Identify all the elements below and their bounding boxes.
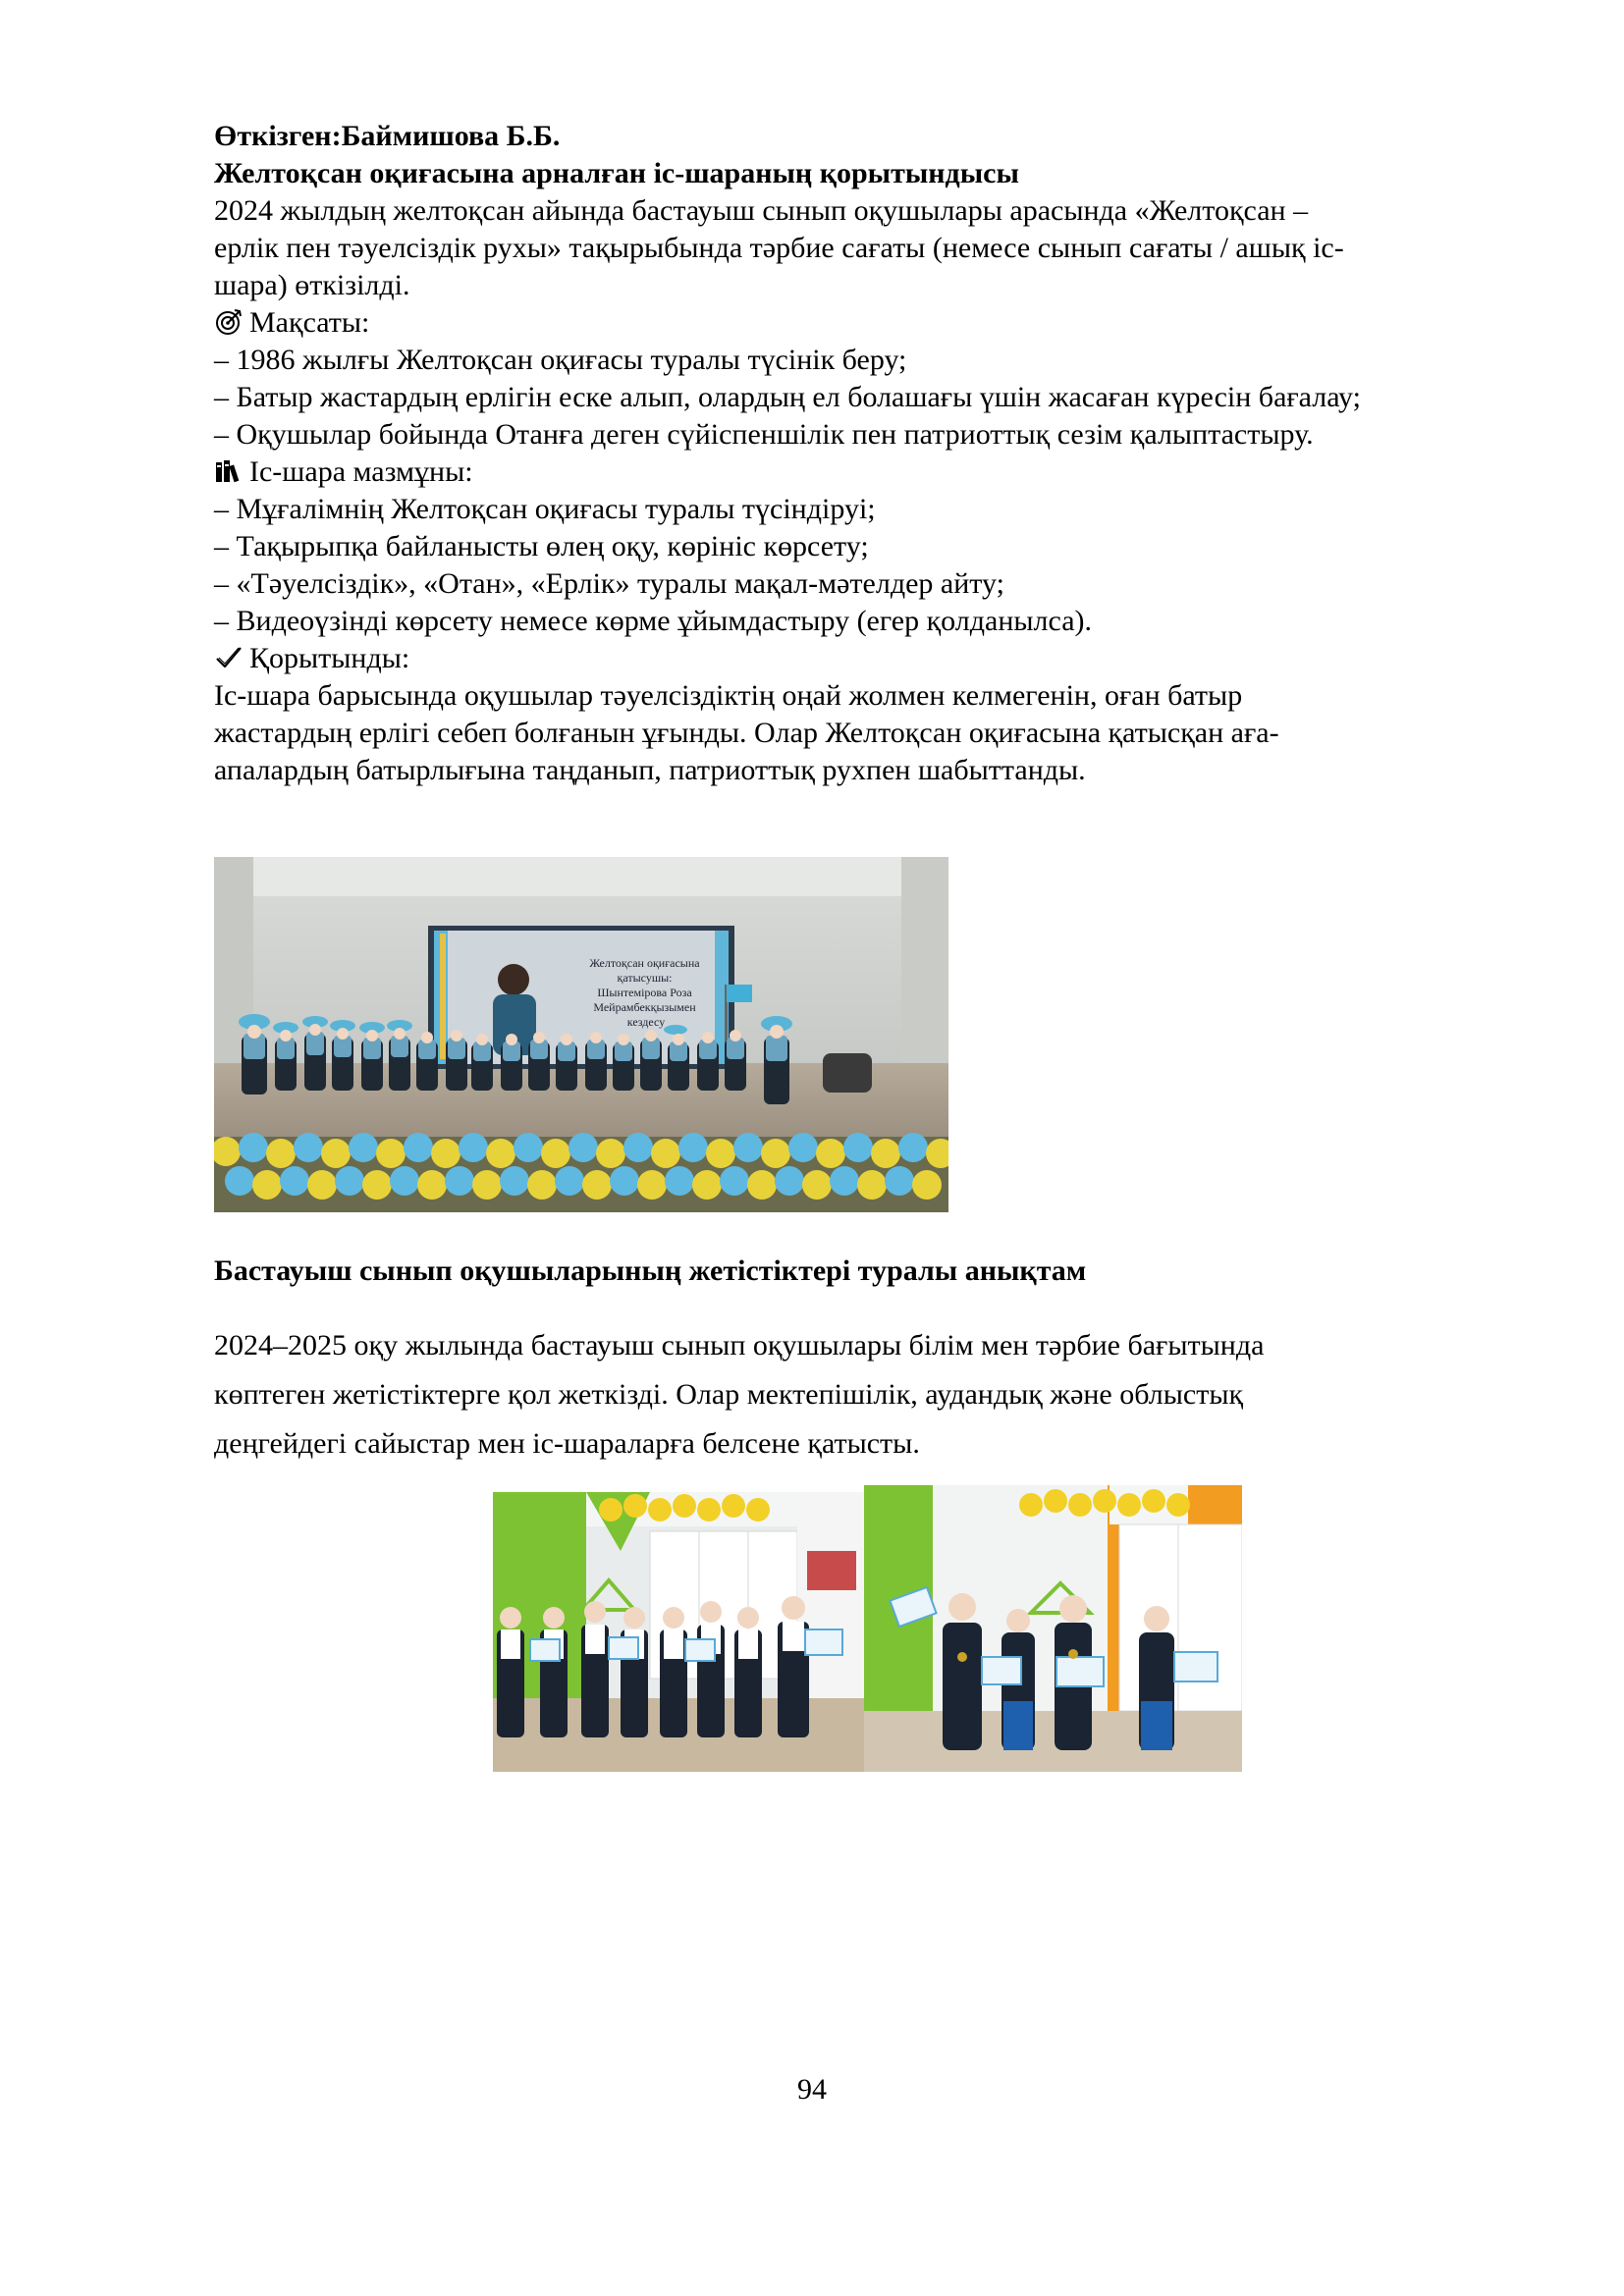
intro-line: шара) өткізілді. [214,269,410,301]
target-icon [214,307,244,337]
goals-section [214,304,1490,454]
books-icon [214,456,244,486]
content-item: – Видеоүзінді көрсету немесе көрме ұйымдастыру (егер қолданылса). [214,605,1092,637]
content-item: – Мұғалімнің Желтоқсан оқиғасы туралы түсіндіруі; [214,493,876,525]
intro-line: ерлік пен тәуелсіздік рухы» тақырыбында тәрбие сағаты (немесе сынып сағаты / ашық іс- [214,232,1344,264]
goal-item: – 1986 жылғы Желтоқсан оқиғасы туралы түсінік беру; [214,344,907,376]
content-section [214,454,1490,640]
screen-text-line: қатысушы: [617,971,673,985]
screen-text-line: Мейрамбекқызымен [593,1000,696,1014]
award-photo-girls [493,1492,866,1772]
achievements-paragraph [214,1321,1490,1468]
author-line: Өткізген:Баймишова Б.Б. [214,120,561,152]
goal-item: – Батыр жастардың ерлігін еске алып, олардың ел болашағы үшін жасаған күресін бағалау; [214,381,1361,413]
conclusion-line: Іс-шара барысында оқушылар тәуелсіздіктің оңай жолмен келмегенін, оған батыр [214,679,1243,712]
achievements-line: деңгейдегі сайыстар мен іс-шараларға белсене қатысты. [214,1427,920,1460]
content-heading-row [214,454,1490,491]
goals-heading: Мақсаты: [249,306,370,339]
stage-event-photo [214,857,948,1212]
intro-line: 2024 жылдың желтоқсан айында бастауыш сынып оқушылары арасында «Желтоқсан – [214,194,1309,227]
content-heading: Іс-шара мазмұны: [249,455,473,488]
goal-item: – Оқушылар бойында Отанға деген сүйіспеншілік пен патриоттық сезім қалыптастыру. [214,418,1314,451]
event-title: Желтоқсан оқиғасына арналған іс-шараның қорытындысы [214,157,1019,189]
achievements-line: көптеген жетістіктерге қол жеткізді. Олар мектепішілік, аудандық және облыстық [214,1378,1244,1411]
award-photo-boys [864,1485,1242,1772]
header [214,118,1490,192]
conclusion-line: жастардың ерлігі себеп болғанын ұғынды. Олар Желтоқсан оқиғасына қатысқан аға- [214,717,1279,749]
intro-paragraph [214,192,1490,304]
checkmark-icon [214,643,244,672]
conclusion-section [214,640,1490,789]
page-number: 94 [797,2073,827,2106]
conclusion-heading: Қорытынды: [249,642,410,674]
conclusion-line: апалардың батырлығына таңданып, патриоттық рухпен шабыттанды. [214,754,1086,786]
conclusion-heading-row [214,640,1490,677]
screen-text-line: Шынтемірова Роза [597,986,692,999]
achievements-title: Бастауыш сынып оқушыларының жетістіктері туралы анықтам [214,1255,1087,1287]
screen-text-line: Желтоқсан оқиғасына [589,956,700,970]
screen-text-line: кездесу [626,1015,666,1029]
achievements-line: 2024–2025 оқу жылында бастауыш сынып оқушылары білім мен тәрбие бағытында [214,1329,1265,1362]
goals-heading-row [214,304,1490,342]
content-item: – Тақырыпқа байланысты өлең оқу, көрініс көрсету; [214,530,869,562]
content-item: – «Тәуелсіздік», «Отан», «Ерлік» туралы мақал-мәтелдер айту; [214,567,1004,600]
